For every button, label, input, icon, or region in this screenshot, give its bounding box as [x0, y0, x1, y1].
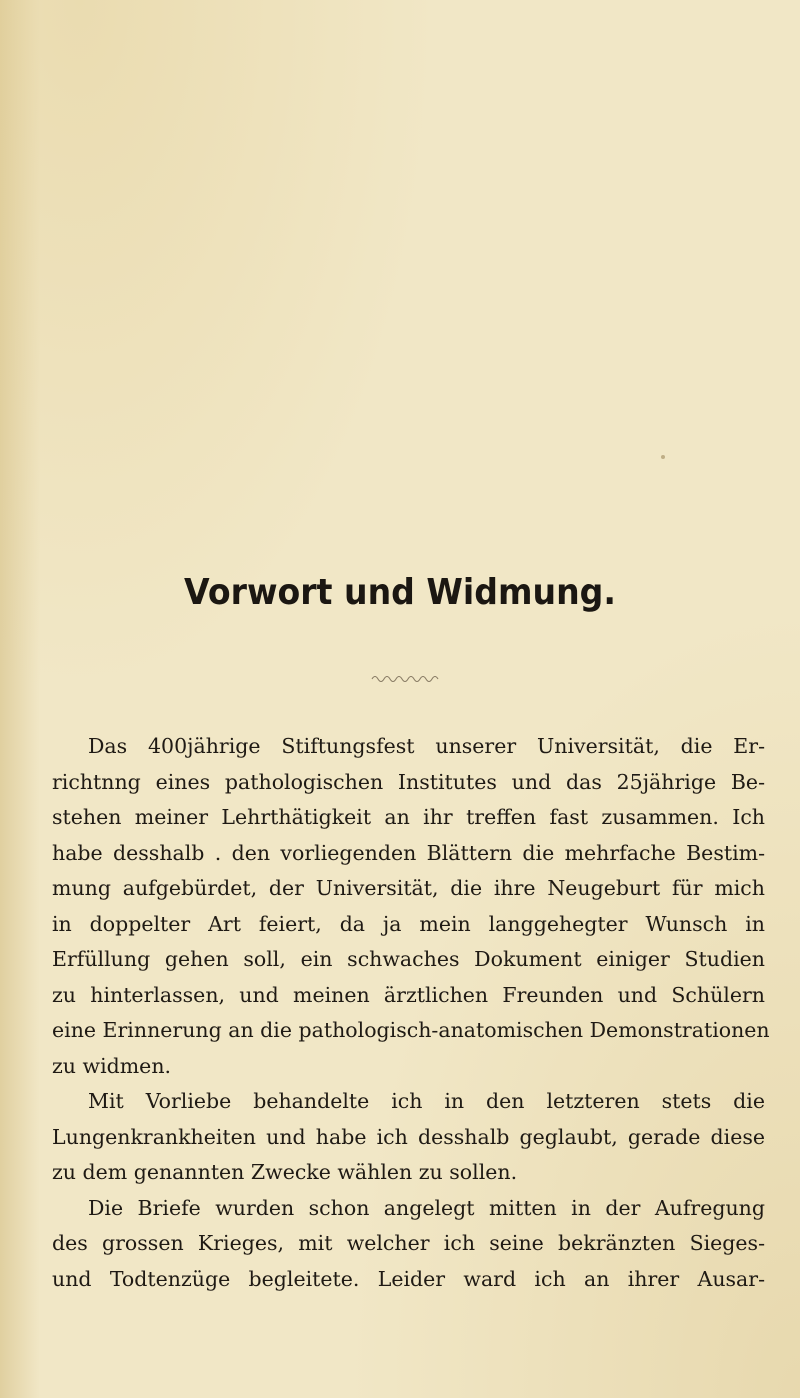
text-line: stehen meiner Lehrthätigkeit an ihr treffen fast zusammen. Ich [52, 805, 765, 829]
paper-speck [661, 455, 665, 459]
text-line: zu hinterlassen, und meinen ärztlichen Freunden und Schülern [52, 982, 765, 1007]
wavy-rule-ornament-icon [370, 672, 442, 684]
text-line: richtnng eines pathologischen Institutes und das 25jährige Be- [52, 769, 765, 794]
text-line: und Todtenzüge begleitete. Leider ward ich an ihrer Ausar- [52, 1266, 765, 1291]
text-line: zu dem genannten Zwecke wählen zu sollen. [52, 1160, 518, 1184]
page-title: Vorwort und Widmung. [184, 572, 616, 613]
text-line: in doppelter Art feiert, da ja mein langgehegter Wunsch in [52, 911, 765, 936]
preface-text [52, 729, 770, 1297]
text-line: habe desshalb . den vorliegenden Blättern die mehrfache Bestim- [52, 840, 765, 865]
text-line: Das 400jährige Stiftungsfest unserer Universität, die Er- [88, 734, 765, 758]
text-line: Die Briefe wurden schon angelegt mitten in der Aufregung [88, 1195, 765, 1220]
text-line: Erfüllung gehen soll, ein schwaches Dokument einiger Studien [52, 947, 765, 971]
text-line: mung aufgebürdet, der Universität, die ihre Neugeburt für mich [52, 876, 765, 900]
text-line: des grossen Krieges, mit welcher ich seine bekränzten Sieges- [52, 1231, 765, 1255]
text-line: Lungenkrankheiten und habe ich desshalb geglaubt, gerade diese [52, 1124, 765, 1149]
text-line: Mit Vorliebe behandelte ich in den letzteren stets die [88, 1089, 765, 1113]
text-line: zu widmen. [52, 1053, 172, 1078]
text-line: eine Erinnerung an die pathologisch-anatomischen Demonstrationen [52, 1018, 770, 1042]
